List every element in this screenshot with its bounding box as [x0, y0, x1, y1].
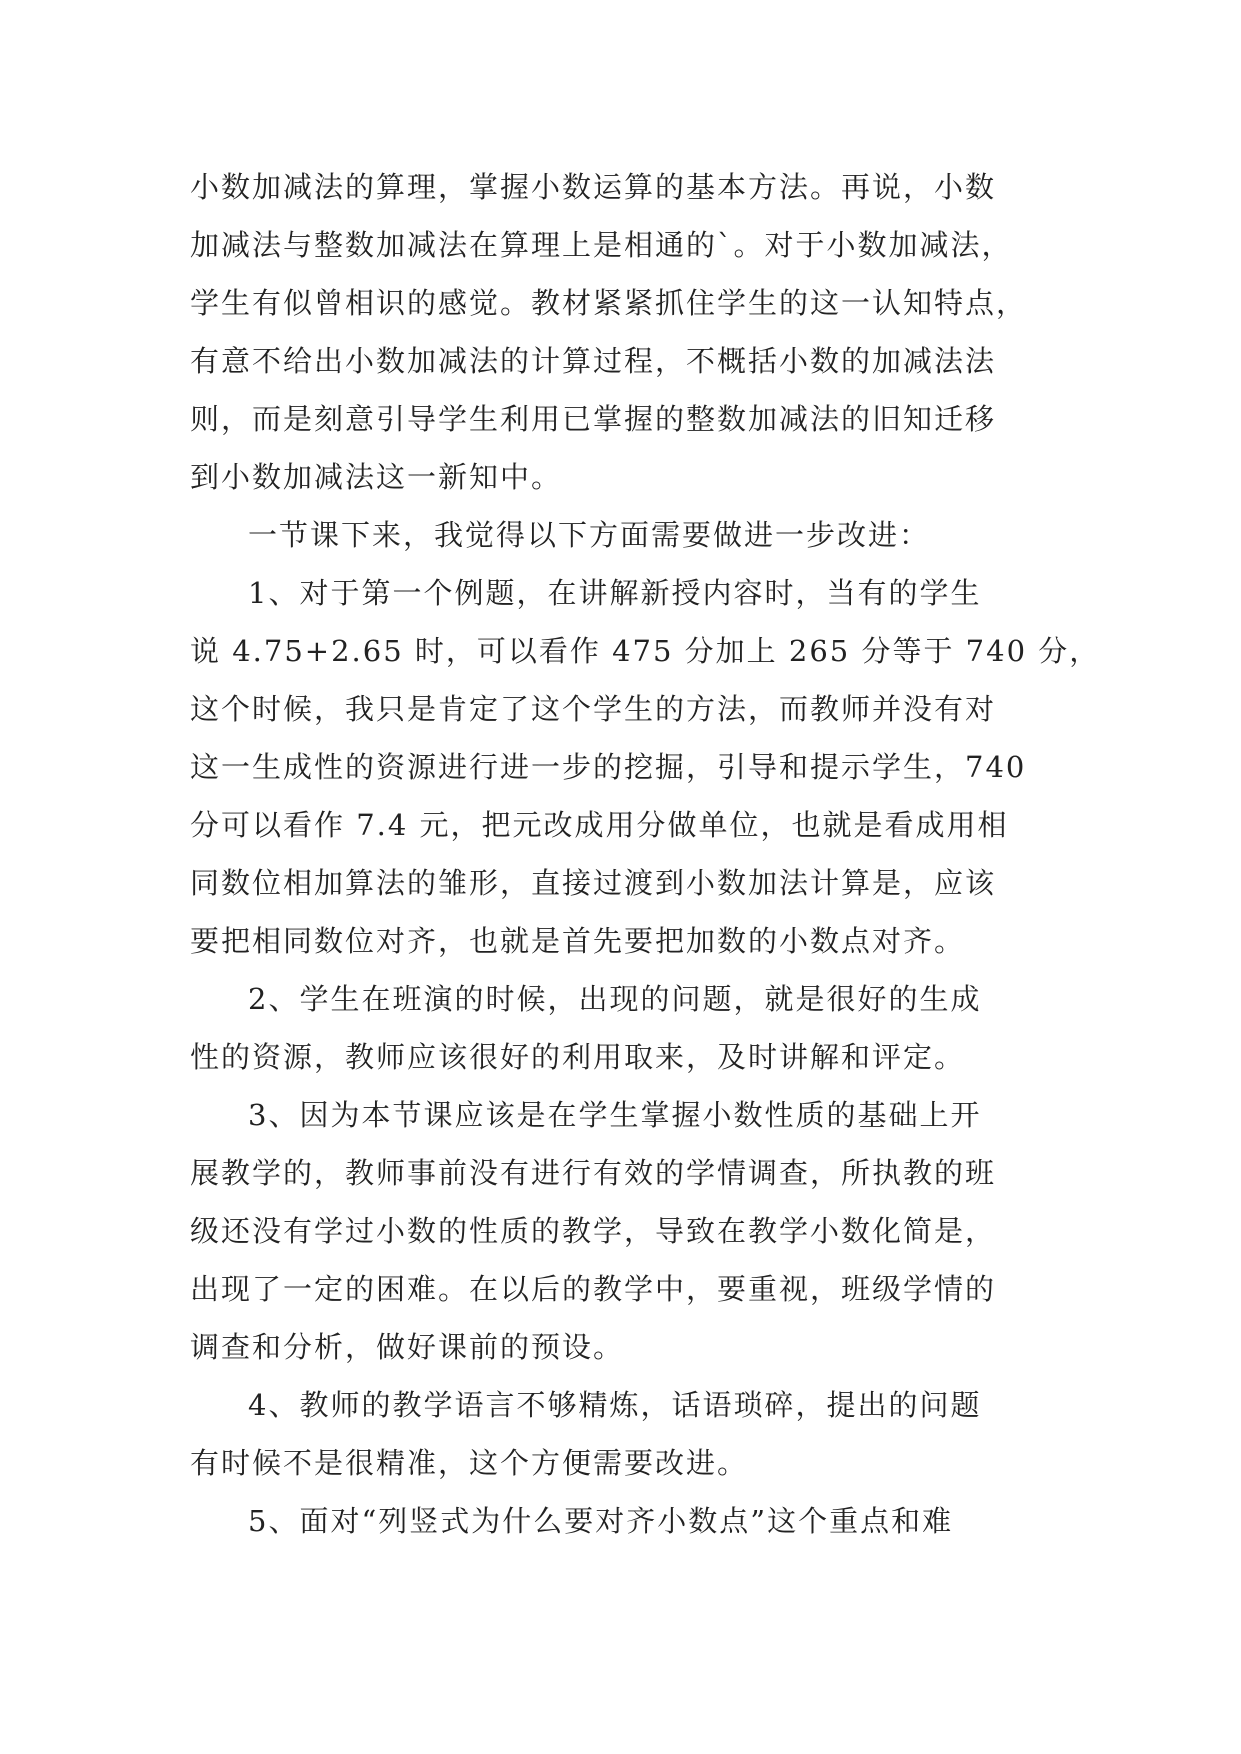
text-line: 2、学生在班演的时候，出现的问题，就是很好的生成 — [248, 982, 982, 1016]
text-line: 1、对于第一个例题，在讲解新授内容时，当有的学生 — [248, 576, 982, 610]
text-line: 同数位相加算法的雏形，直接过渡到小数加法计算是，应该 — [190, 866, 997, 900]
text-line: 小数加减法的算理，掌握小数运算的基本方法。再说，小数 — [190, 170, 997, 204]
text-line: 则，而是刻意引导学生利用已掌握的整数加减法的旧知迁移 — [190, 402, 997, 436]
text-line: 分可以看作 7.4 元，把元改成用分做单位，也就是看成用相 — [190, 808, 1009, 842]
text-line: 级还没有学过小数的性质的教学，导致在教学小数化简是， — [190, 1214, 997, 1248]
text-line: 性的资源，教师应该很好的利用取来，及时讲解和评定。 — [190, 1040, 966, 1074]
text-line: 5、面对“列竖式为什么要对齐小数点”这个重点和难 — [248, 1504, 954, 1538]
text-line: 展教学的，教师事前没有进行有效的学情调查，所执教的班 — [190, 1156, 997, 1190]
text-line: 有时候不是很精准，这个方便需要改进。 — [190, 1446, 749, 1480]
text-line: 说 4.75+2.65 时，可以看作 475 分加上 265 分等于 740 分， — [190, 634, 1101, 668]
text-line: 一节课下来，我觉得以下方面需要做进一步改进： — [248, 518, 931, 552]
body-text — [190, 158, 1101, 1550]
text-line: 要把相同数位对齐，也就是首先要把加数的小数点对齐。 — [190, 924, 966, 958]
text-line: 加减法与整数加减法在算理上是相通的`。对于小数加减法， — [190, 228, 1013, 262]
text-line: 学生有似曾相识的感觉。教材紧紧抓住学生的这一认知特点， — [190, 286, 1028, 320]
text-line: 这个时候，我只是肯定了这个学生的方法，而教师并没有对 — [190, 692, 997, 726]
text-line: 有意不给出小数加减法的计算过程，不概括小数的加减法法 — [190, 344, 997, 378]
text-line: 4、教师的教学语言不够精炼，话语琐碎，提出的问题 — [248, 1388, 982, 1422]
text-line: 调查和分析，做好课前的预设。 — [190, 1330, 625, 1364]
text-line: 3、因为本节课应该是在学生掌握小数性质的基础上开 — [248, 1098, 982, 1132]
text-line: 到小数加减法这一新知中。 — [190, 460, 563, 494]
text-line: 这一生成性的资源进行进一步的挖掘，引导和提示学生，740 — [190, 750, 1027, 784]
text-line: 出现了一定的困难。在以后的教学中，要重视，班级学情的 — [190, 1272, 997, 1306]
